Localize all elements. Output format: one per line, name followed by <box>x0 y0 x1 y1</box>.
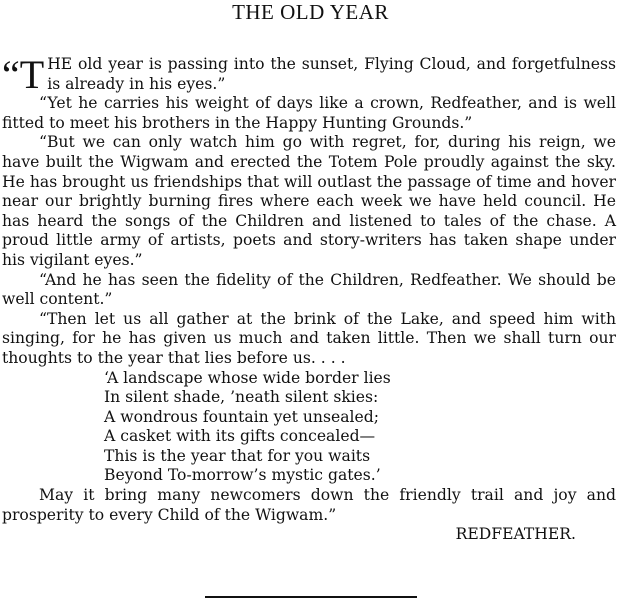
drop-cap-quote: “ <box>2 52 20 97</box>
verse-line: Beyond To-morrow’s mystic gates.’ <box>104 466 381 485</box>
verse-line: ‘A landscape whose wide border lies <box>104 368 391 387</box>
paragraph-5: “Then let us all gather at the brink of the Lake, and speed him with singing, for he has given us much and taken little. Then we shall turn our thoughts to the year that lies before us. . . . <box>2 309 616 367</box>
article-body <box>2 52 616 545</box>
verse-line: This is the year that for you waits <box>104 446 371 465</box>
verse-line: A casket with its gifts concealed— <box>104 427 376 446</box>
drop-cap <box>2 52 45 97</box>
signature: REDFEATHER. <box>455 525 576 544</box>
verse-line: In silent shade, ’neath silent skies: <box>104 388 379 407</box>
bottom-divider <box>205 596 417 598</box>
paragraph-1-text: HE old year is passing into the sunset, Flying Cloud, and forgetfulness is already in his eyes.” <box>47 55 616 93</box>
verse-line: A wondrous fountain yet unsealed; <box>104 407 379 426</box>
drop-cap-letter: T <box>19 52 45 97</box>
paragraph-6: May it bring many newcomers down the friendly trail and joy and prosperity to every Child of the Wigwam.” <box>2 486 616 524</box>
paragraph-1 <box>2 52 616 97</box>
verse-block <box>104 369 616 487</box>
paragraph-3: “But we can only watch him go with regret, for, during his reign, we have built the Wigwam and erected the Totem Pole proudly against the sky. He has brought us friendships that will outlast the passage of time and hover near our brightly burning fires where each week we have held council. He has heard the songs of the Children and listened to tales of the chase. A proud little army of artists, poets and story-writers has taken shape under his vigilant eyes.” <box>2 133 616 269</box>
paragraph-2: “Yet he carries his weight of days like a crown, Redfeather, and is well fitted to meet his brothers in the Happy Hunting Grounds.” <box>2 94 616 132</box>
paragraph-4: “And he has seen the fidelity of the Children, Redfeather. We should be well content.” <box>2 270 616 309</box>
article-title: THE OLD YEAR <box>232 0 389 24</box>
